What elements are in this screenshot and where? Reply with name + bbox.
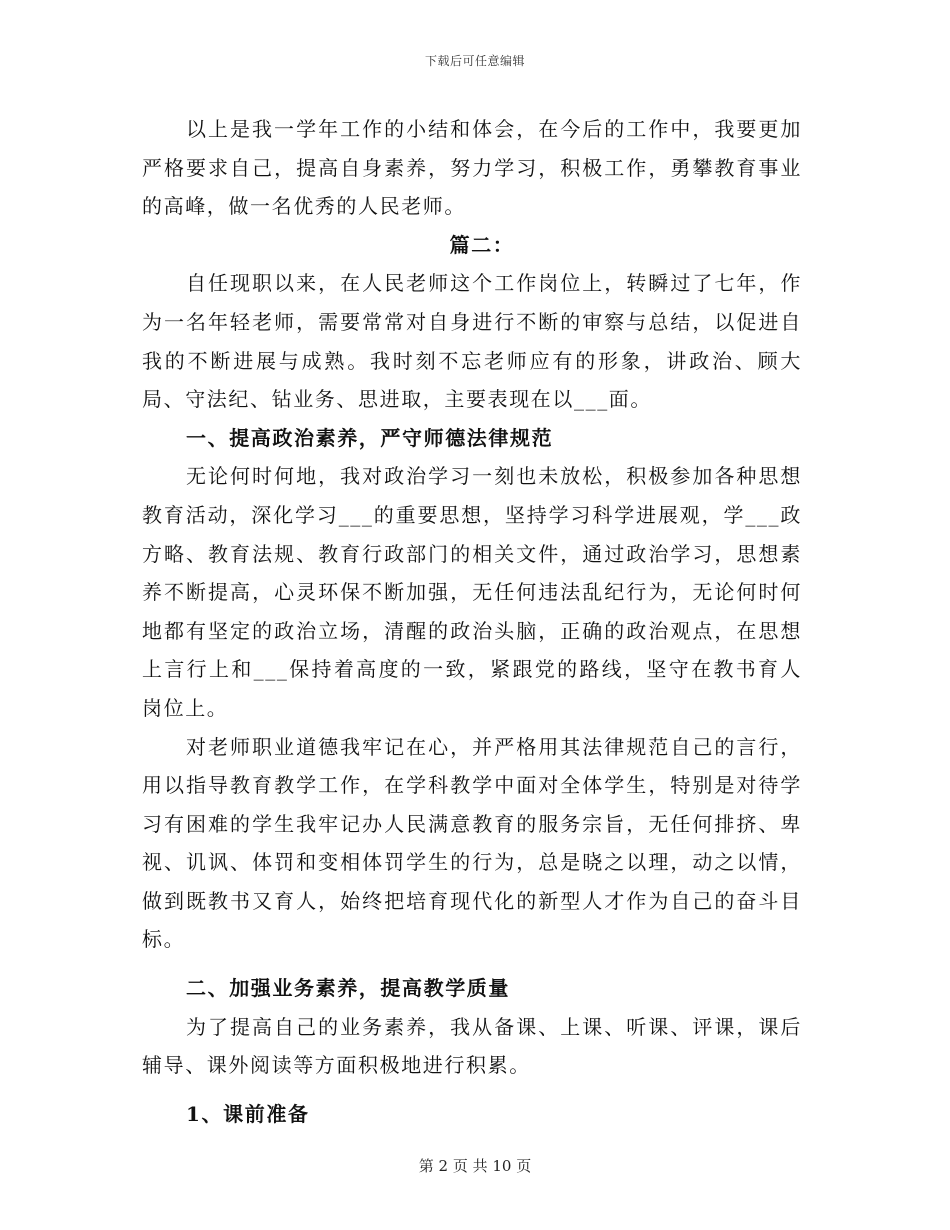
paragraph-political-study: 无论何时何地，我对政治学习一刻也未放松，积极参加各种思想教育活动，深化学习___的重要思想，坚持学习科学进展观，学___政方略、教育法规、教育行政部门的相关文件，通过政治学习，思想素养不断提高，心灵环保不断加强，无任何违法乱纪行为，无论何时何地都有坚定的政治立场，清醒的政治头脑，正确的政治观点，在思想上言行上和___保持着高度的一致，紧跟党的路线，坚守在教书育人岗位上。 <box>142 464 802 720</box>
paragraph-intro: 自任现职以来，在人民老师这个工作岗位上，转瞬过了七年，作为一名年轻老师，需要常常对自身进行不断的审察与总结，以促进自我的不断进展与成熟。我时刻不忘老师应有的形象，讲政治、顾大局、守法纪、钻业务、思进取，主要表现在以___面。 <box>142 271 802 412</box>
paragraph-professional: 为了提高自己的业务素养，我从备课、上课、听课、评课，课后辅导、课外阅读等方面积极地进行积累。 <box>142 1014 802 1078</box>
page-footer: 第 2 页 共 10 页 <box>418 1157 532 1175</box>
paragraph-ethics: 对老师职业道德我牢记在心，并严格用其法律规范自己的言行，用以指导教育教学工作，在学科教学中面对全体学生，特别是对待学习有困难的学生我牢记办人民满意教育的服务宗旨，无任何排挤、卑视、讥讽、体罚和变相体罚学生的行为，总是晓之以理，动之以情，做到既教书又育人，始终把培育现代化的新型人才作为自己的奋斗目标。 <box>142 734 802 952</box>
document-body <box>142 110 802 1133</box>
heading-preparation: 1、课前准备 <box>186 1101 310 1126</box>
section-title: 篇二： <box>449 232 515 257</box>
paragraph-conclusion: 以上是我一学年工作的小结和体会，在今后的工作中，我要更加严格要求自己，提高自身素养，努力学习，积极工作，勇攀教育事业的高峰，做一名优秀的人民老师。 <box>142 117 802 219</box>
heading-professional: 二、加强业务素养，提高教学质量 <box>186 976 510 1001</box>
page-header: 下载后可任意编辑 <box>424 54 525 68</box>
heading-political: 一、提高政治素养，严守师德法律规范 <box>186 425 554 450</box>
